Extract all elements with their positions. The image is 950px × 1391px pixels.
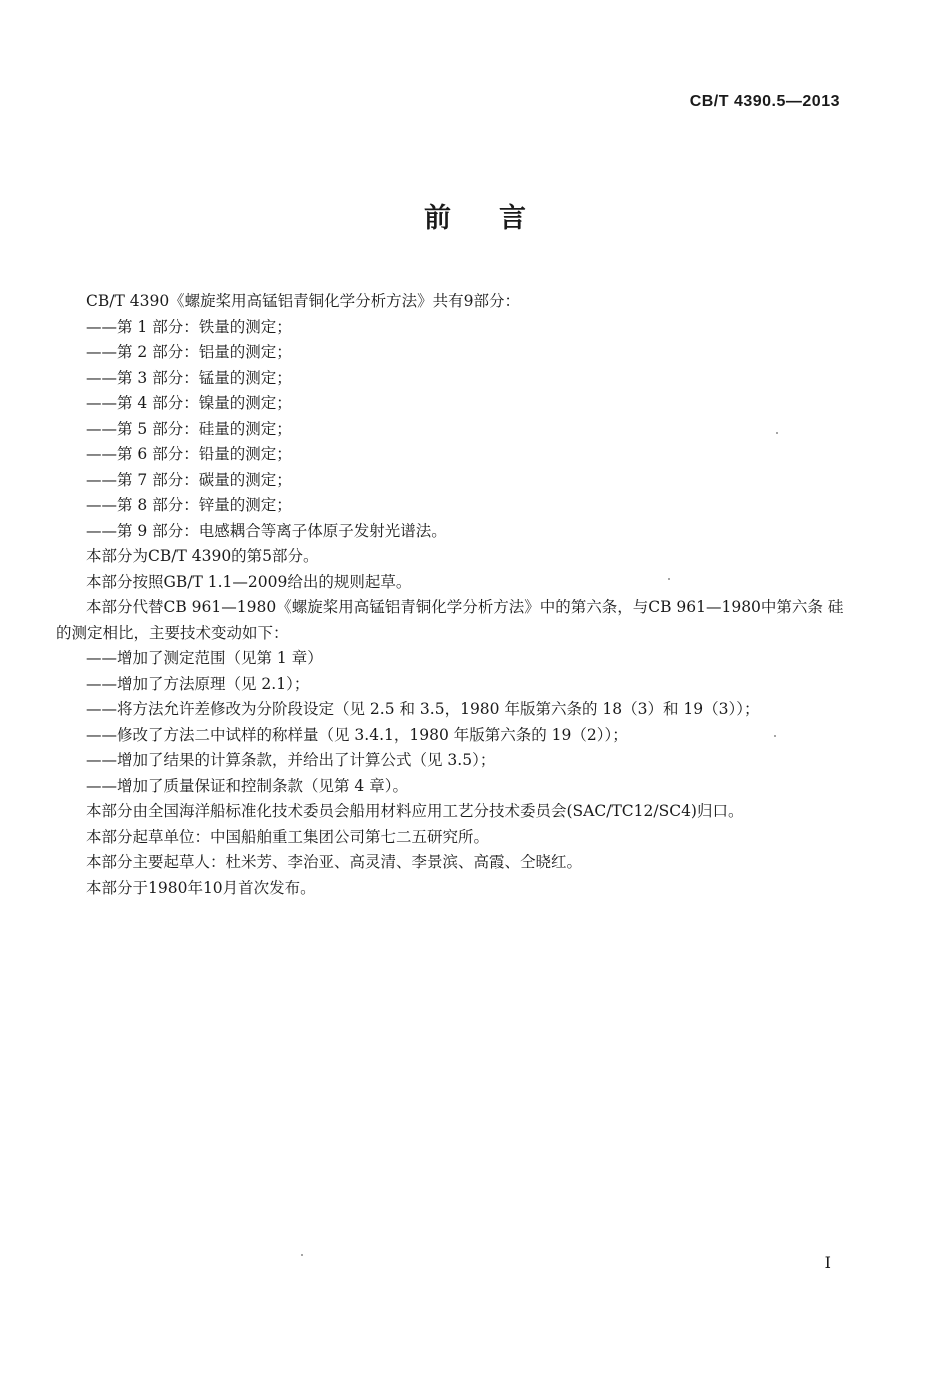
foreword-body bbox=[56, 289, 846, 901]
drafters-statement: 本部分主要起草人：杜米芳、李治亚、高灵清、李景滨、高霞、仝晓红。 bbox=[86, 853, 583, 871]
drafting-unit-statement: 本部分起草单位：中国船舶重工集团公司第七二五研究所。 bbox=[86, 827, 490, 846]
replacement-statement: 本部分代替CB 961—1980《螺旋桨用高锰铝青铜化学分析方法》中的第六条，与CB 961—1980中第六条 硅的测定相比，主要技术变动如下： bbox=[56, 598, 844, 642]
committee-statement: 本部分由全国海洋船标准化技术委员会船用材料应用工艺分技术委员会(SAC/TC12/SC4)归口。 bbox=[86, 802, 744, 820]
part-statement: 本部分为CB/T 4390的第5部分。 bbox=[86, 547, 319, 565]
page-number: I bbox=[824, 1253, 831, 1272]
part-item: ——第 2 部分：铝量的测定； bbox=[86, 343, 292, 361]
change-item: ——增加了结果的计算条款，并给出了计算公式（见 3.5）； bbox=[86, 751, 496, 769]
intro-paragraph: CB/T 4390《螺旋桨用高锰铝青铜化学分析方法》共有9部分： bbox=[86, 292, 521, 310]
page-title: 前言 bbox=[424, 203, 574, 234]
document-id: CB/T 4390.5—2013 bbox=[689, 93, 840, 110]
part-item: ——第 9 部分：电感耦合等离子体原子发射光谱法。 bbox=[86, 521, 447, 540]
change-item: ——将方法允许差修改为分阶段设定（见 2.5 和 3.5，1980 年版第六条的 18（3）和 19（3））； bbox=[86, 700, 760, 718]
part-item: ——第 4 部分：镍量的测定； bbox=[86, 394, 292, 412]
scan-speck bbox=[776, 432, 778, 434]
first-release-statement: 本部分于1980年10月首次发布。 bbox=[86, 878, 316, 897]
change-item: ——增加了质量保证和控制条款（见第 4 章）。 bbox=[86, 776, 408, 795]
scan-speck bbox=[301, 1254, 303, 1256]
part-item: ——第 6 部分：铅量的测定； bbox=[86, 445, 292, 463]
part-item: ——第 1 部分：铁量的测定； bbox=[86, 317, 292, 336]
part-item: ——第 3 部分：锰量的测定； bbox=[86, 368, 292, 387]
change-item: ——修改了方法二中试样的称样量（见 3.4.1，1980 年版第六条的 19（2））； bbox=[86, 725, 628, 744]
rules-statement: 本部分按照GB/T 1.1—2009给出的规则起草。 bbox=[86, 572, 412, 591]
part-item: ——第 5 部分：硅量的测定； bbox=[86, 419, 292, 438]
part-item: ——第 8 部分：锌量的测定； bbox=[86, 496, 292, 514]
scan-speck bbox=[774, 735, 776, 737]
change-item: ——增加了方法原理（见 2.1）； bbox=[86, 674, 310, 693]
part-item: ——第 7 部分：碳量的测定； bbox=[86, 470, 292, 489]
change-item: ——增加了测定范围（见第 1 章） bbox=[86, 649, 323, 667]
scan-speck bbox=[668, 578, 670, 580]
